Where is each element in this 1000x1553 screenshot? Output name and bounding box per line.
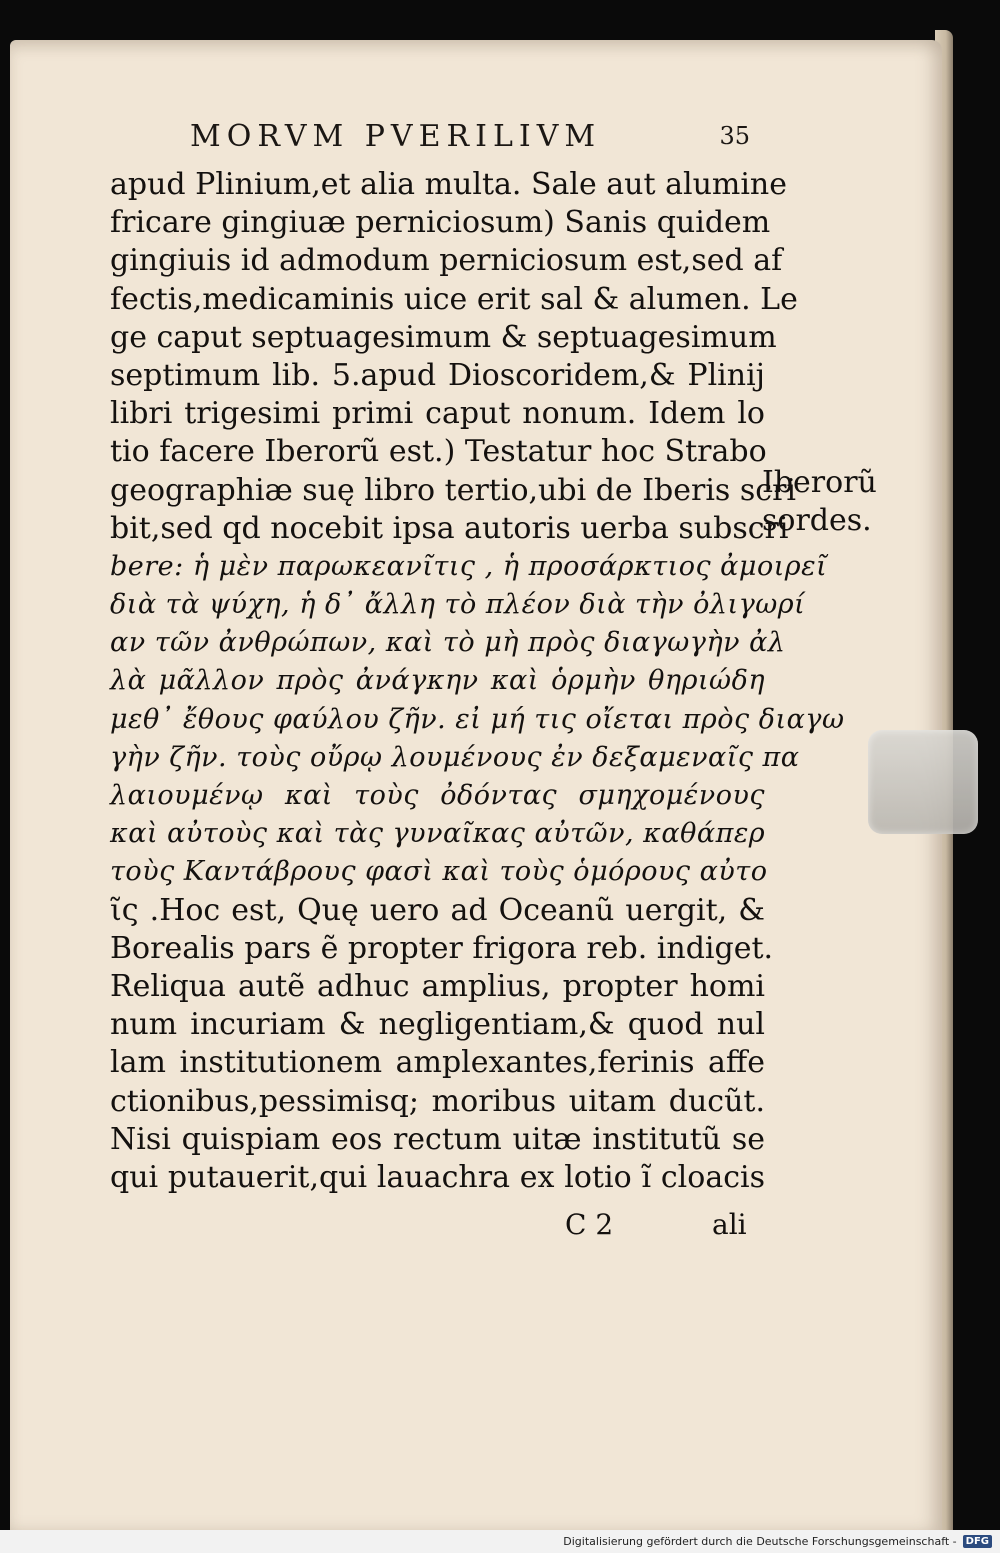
text-line: Reliqua autẽ adhuc amplius, propter homi	[110, 968, 765, 1004]
running-head-title: MORVM PVERILIVM	[190, 118, 602, 154]
text-line: geographiæ suę libro tertio,ubi de Iberis scri	[110, 472, 797, 508]
text-line: num incuriam & negligentiam,& quod nul	[110, 1007, 765, 1043]
text-line: γὴν ζῆν. τοὺς οὔρῳ λουμένους ἐν δεξαμεναῖς πα	[110, 741, 800, 773]
text-line: qui putauerit,qui lauachra ex lotio ĩ cloacis	[110, 1159, 765, 1195]
text-line: Nisi quispiam eos rectum uitæ institutũ se	[110, 1121, 765, 1157]
page-number: 35	[719, 122, 750, 150]
text-line: libri trigesimi primi caput nonum. Idem lo	[110, 396, 765, 432]
text-line: lam institutionem amplexantes,ferinis affe	[110, 1045, 765, 1081]
text-line: Borealis pars ẽ propter frigora reb. indiget.	[110, 930, 774, 966]
page-clip-tab	[868, 730, 978, 834]
text-line: ge caput septuagesimum & septuagesimum	[110, 319, 777, 355]
text-line: gingiuis id admodum perniciosum est,sed af	[110, 243, 783, 279]
text-line: ῖς .Hoc est, Quę uero ad Oceanũ uergit, &	[110, 892, 765, 928]
text-line: ctionibus,pessimisq; moribus uitam ducũt.	[110, 1083, 765, 1119]
catchword: ali	[712, 1208, 747, 1241]
text-line: bit,sed qd nocebit ipsa autoris uerba subscri	[110, 510, 789, 546]
text-line: αν τῶν ἀνθρώπων, καὶ τὸ μὴ πρὸς διαγωγὴν ἀλ	[110, 627, 786, 659]
footer-credit: Digitalisierung gefördert durch die Deutsche Forschungsgemeinschaft -	[563, 1535, 957, 1548]
text-line: apud Plinium,et alia multa. Sale aut alumine	[110, 167, 788, 202]
margin-note	[762, 464, 877, 540]
text-line: διὰ τὰ ψύχη, ἡ δ᾽ ἄλλη τὸ πλέον διὰ τὴν ὀλιγωρί	[110, 589, 806, 621]
text-line: tio facere Iberorũ est.) Testatur hoc Strabo	[110, 434, 767, 470]
text-line: λαιουμένῳ καὶ τοὺς ὀδόντας σμηχομένους	[110, 780, 765, 811]
margin-note-line-1: Iberorũ	[762, 465, 877, 500]
signature-mark: C 2	[565, 1208, 614, 1241]
text-line: bere: ἡ μὲν παρωκεανῖτις , ἡ προσάρκτιος ἀμοιρεῖ	[110, 550, 828, 582]
text-line: μεθ᾽ ἔθους φαύλου ζῆν. εἰ μή τις οἴεται πρὸς διαγω	[110, 703, 845, 735]
margin-note-line-2: sordes.	[762, 503, 872, 538]
text-line: fectis,medicaminis uice erit sal & alumen. Le	[110, 281, 798, 317]
text-line: καὶ αὐτοὺς καὶ τὰς γυναῖκας αὐτῶν, καθάπερ	[110, 818, 766, 850]
text-line: fricare gingiuæ perniciosum) Sanis quidem	[110, 205, 771, 241]
running-head	[190, 116, 750, 156]
text-line: septimum lib. 5.apud Dioscoridem,& Plinij	[110, 357, 765, 393]
dfg-logo-icon: DFG	[963, 1535, 992, 1548]
text-line: λὰ μᾶλλον πρὸς ἀνάγκην καὶ ὁρμὴν θηριώδη	[110, 665, 765, 697]
text-line: τοὺς Καντάβρους φασὶ καὶ τοὺς ὁμόρους αὐτο	[110, 856, 768, 888]
footer-bar	[0, 1530, 1000, 1553]
